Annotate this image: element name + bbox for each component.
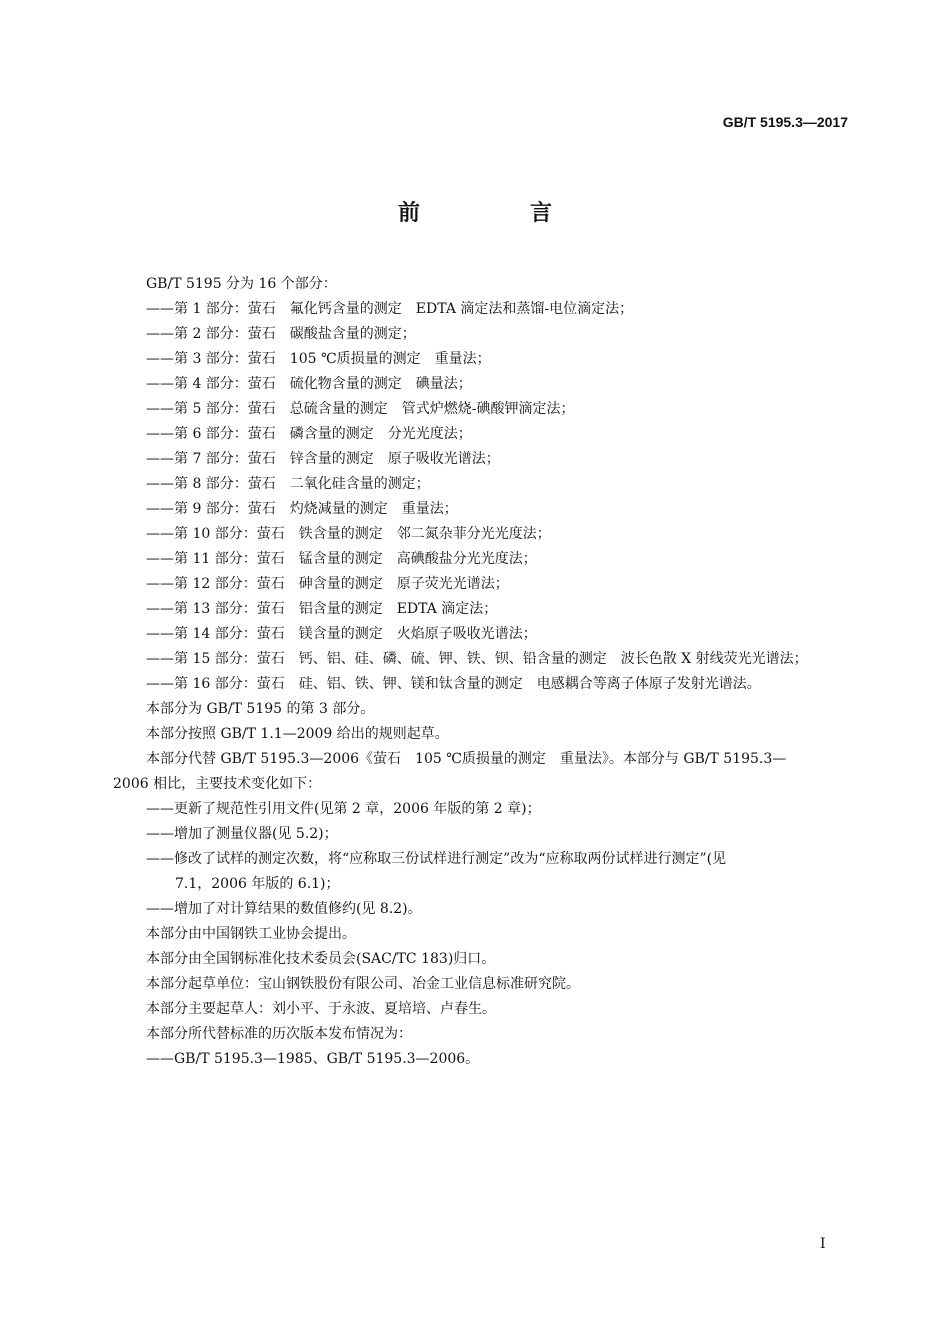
text-line: 本部分主要起草人：刘小平、于永波、夏培培、卢春生。 [146, 1001, 496, 1017]
text-line: ——第 7 部分：萤石 锌含量的测定 原子吸收光谱法； [146, 451, 500, 467]
text-line: ——第 15 部分：萤石 钙、铝、硅、磷、硫、钾、铁、钡、铅含量的测定 波长色散 X 射线荧光光谱法； [146, 651, 808, 667]
text-line: ——第 16 部分：萤石 硅、铝、铁、钾、镁和钛含量的测定 电感耦合等离子体原子发射光谱法。 [146, 676, 761, 692]
text-line: ——第 9 部分：萤石 灼烧减量的测定 重量法； [146, 501, 458, 517]
text-line: ——第 2 部分：萤石 碳酸盐含量的测定； [146, 326, 416, 342]
text-line: 本部分由中国钢铁工业协会提出。 [146, 926, 356, 942]
text-line: ——第 11 部分：萤石 锰含量的测定 高碘酸盐分光光度法； [146, 551, 537, 567]
text-line: 本部分由全国钢标准化技术委员会(SAC/TC 183)归口。 [146, 951, 496, 967]
text-line: ——第 13 部分：萤石 铝含量的测定 EDTA 滴定法； [146, 601, 498, 617]
foreword-body [113, 272, 853, 1072]
text-line: ——第 3 部分：萤石 105 ℃质损量的测定 重量法； [146, 351, 491, 367]
text-line: ——更新了规范性引用文件(见第 2 章，2006 年版的第 2 章)； [146, 801, 541, 817]
text-line: ——修改了试样的测定次数，将“应称取三份试样进行测定”改为“应称取两份试样进行测定”(见 [146, 851, 727, 867]
text-line: GB/T 5195 分为 16 个部分： [146, 276, 337, 292]
text-line: 7.1，2006 年版的 6.1)； [175, 876, 340, 892]
text-line: ——第 14 部分：萤石 镁含量的测定 火焰原子吸收光谱法； [146, 626, 537, 642]
text-line: ——第 4 部分：萤石 硫化物含量的测定 碘量法； [146, 376, 472, 392]
text-line: ——第 5 部分：萤石 总硫含量的测定 管式炉燃烧-碘酸钾滴定法； [146, 401, 575, 417]
text-line: ——增加了测量仪器(见 5.2)； [146, 826, 338, 842]
text-line: ——第 6 部分：萤石 磷含量的测定 分光光度法； [146, 426, 472, 442]
page-number: I [820, 1236, 826, 1252]
text-line: 本部分所代替标准的历次版本发布情况为： [146, 1026, 412, 1042]
text-line: ——第 8 部分：萤石 二氧化硅含量的测定； [146, 476, 430, 492]
text-line: 本部分代替 GB/T 5195.3—2006《萤石 105 ℃质损量的测定 重量法》。本部分与 GB/T 5195.3— [146, 751, 787, 767]
text-line: 2006 相比，主要技术变化如下： [113, 776, 322, 792]
standard-code: GB/T 5195.3—2017 [722, 114, 848, 130]
text-line: 本部分为 GB/T 5195 的第 3 部分。 [146, 701, 375, 717]
text-line: ——第 1 部分：萤石 氟化钙含量的测定 EDTA 滴定法和蒸馏-电位滴定法； [146, 301, 634, 317]
text-line: ——增加了对计算结果的数值修约(见 8.2)。 [146, 901, 422, 917]
text-line: ——GB/T 5195.3—1985、GB/T 5195.3—2006。 [146, 1051, 480, 1067]
text-line: ——第 10 部分：萤石 铁含量的测定 邻二氮杂菲分光光度法； [146, 526, 551, 542]
text-line: 本部分按照 GB/T 1.1—2009 给出的规则起草。 [146, 726, 449, 742]
page-title: 前 言 [397, 200, 596, 226]
text-line: 本部分起草单位：宝山钢铁股份有限公司、冶金工业信息标准研究院。 [146, 976, 580, 992]
text-line: ——第 12 部分：萤石 砷含量的测定 原子荧光光谱法； [146, 576, 509, 592]
